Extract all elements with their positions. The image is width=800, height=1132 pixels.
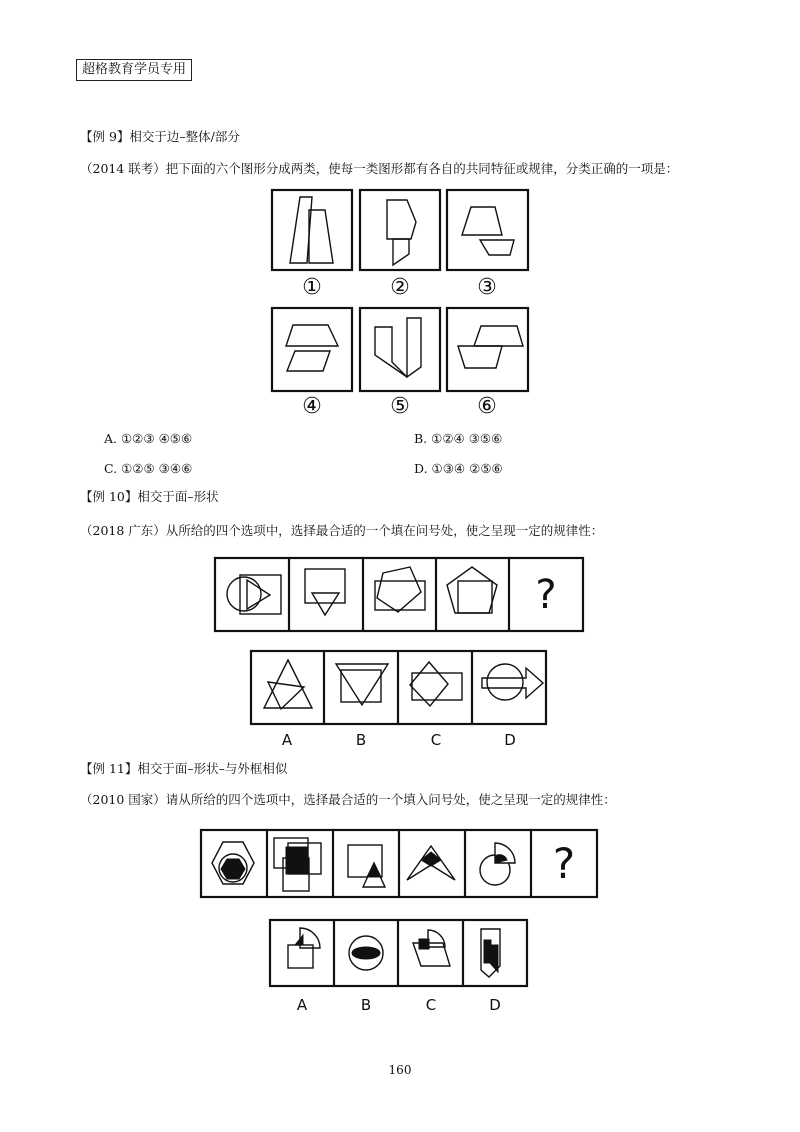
example-11-title: 【例 11】相交于面–形状–与外框相似 [80, 761, 288, 776]
figure-3-label: ③ [477, 275, 497, 300]
ex11-stem-4 [407, 846, 455, 880]
example-10-title: 【例 10】相交于面–形状 [80, 489, 219, 504]
example-11-question: （2010 国家）请从所给的四个选项中，选择最合适的一个填入问号处，使之呈现一定的规律性： [80, 792, 616, 807]
figure-4-label: ④ [302, 394, 322, 419]
ex11-label-d[interactable]: D [489, 996, 501, 1014]
option-d[interactable]: D. ①③④ ②⑤⑥ [414, 461, 503, 476]
ex11-label-c[interactable]: C [425, 996, 437, 1014]
header-tag: 超格教育学员专用 [76, 59, 192, 81]
figure-1-label: ① [302, 275, 322, 300]
option-c[interactable]: C. ①②⑤ ③④⑥ [104, 461, 193, 476]
ex11-label-b[interactable]: B [360, 996, 372, 1014]
page-number: 160 [388, 1063, 412, 1077]
ex10-question-mark: ? [535, 571, 557, 618]
ex11-stem-2 [274, 838, 321, 891]
ex11-option-c-figure [413, 930, 450, 966]
ex10-label-d[interactable]: D [504, 731, 516, 749]
ex10-label-c[interactable]: C [430, 731, 442, 749]
ex10-label-b[interactable]: B [355, 731, 367, 749]
figure-6-label: ⑥ [477, 394, 497, 419]
figure-2-label: ② [390, 275, 410, 300]
figure-5-label: ⑤ [390, 394, 410, 419]
ex11-stem-3 [348, 845, 385, 887]
ex10-label-a[interactable]: A [281, 731, 293, 749]
ex11-label-a[interactable]: A [296, 996, 308, 1014]
ex11-question-mark: ? [552, 838, 576, 888]
example-9-question: （2014 联考）把下面的六个图形分成两类，使每一类图形都有各自的共同特征或规律，分类正确的一项是： [80, 161, 679, 176]
ex11-option-a-figure [288, 928, 320, 968]
ex11-option-b-figure [349, 936, 383, 970]
option-b[interactable]: B. ①②④ ③⑤⑥ [414, 431, 503, 446]
ex11-stem-5 [480, 843, 515, 885]
ex11-option-d-figure [481, 929, 500, 977]
example-9-title: 【例 9】相交于边–整体/部分 [80, 129, 240, 144]
example-10-question: （2018 广东）从所给的四个选项中，选择最合适的一个填在问号处，使之呈现一定的规律性： [80, 523, 604, 538]
ex11-stem-1 [212, 842, 254, 884]
option-a[interactable]: A. ①②③ ④⑤⑥ [104, 431, 193, 446]
